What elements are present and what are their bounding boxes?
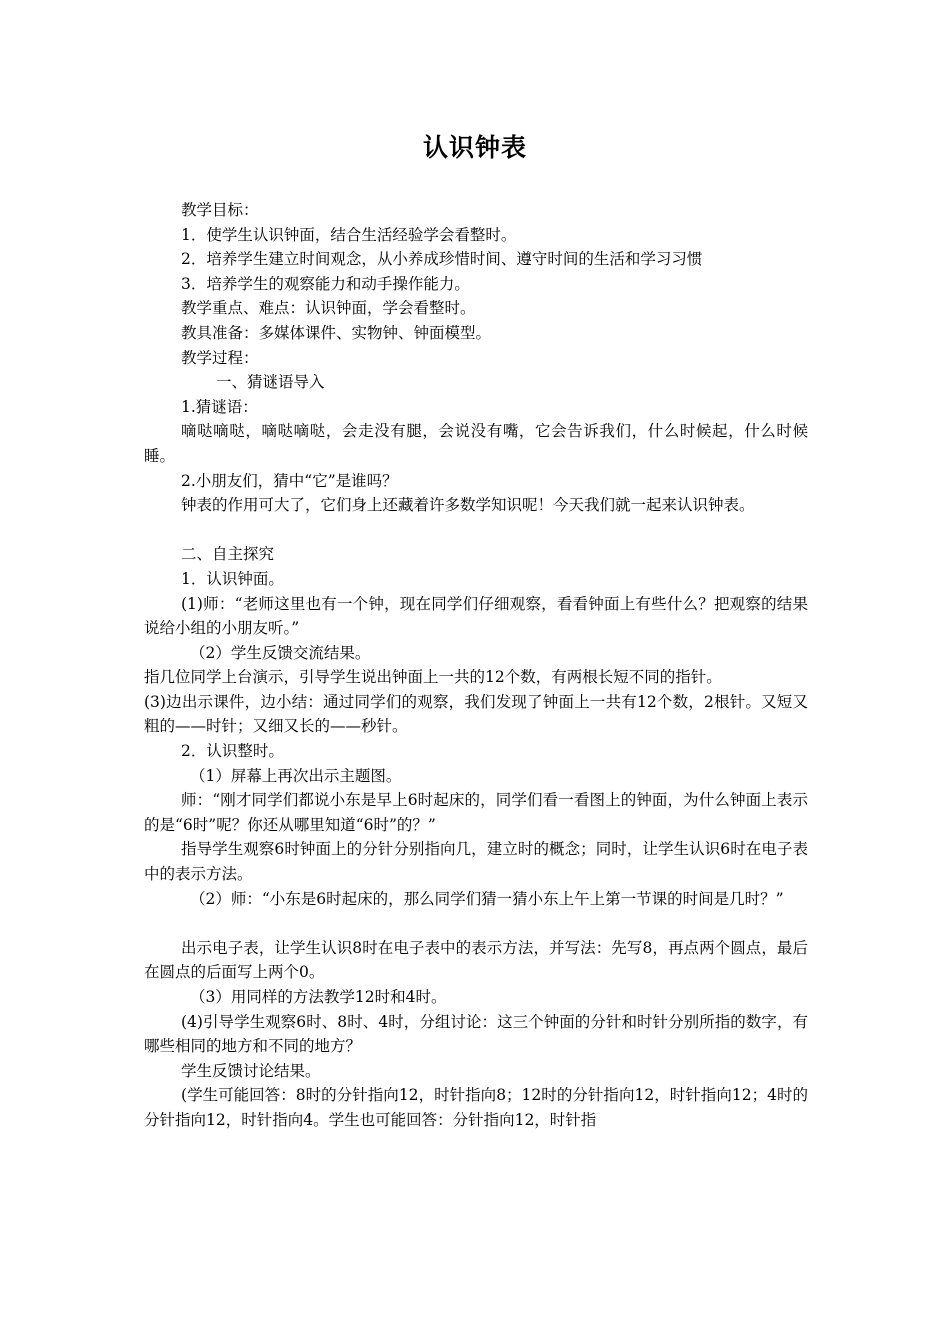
section-heading-2: 二、自主探究 bbox=[181, 545, 275, 564]
blank-line bbox=[144, 518, 808, 543]
document-body bbox=[144, 198, 808, 1133]
section-label-objectives: 教学目标： bbox=[181, 201, 259, 219]
riddle-text: 嘀哒嘀哒，嘀哒嘀哒，会走没有腿，会说没有嘴，它会告诉我们，什么时候起，什么时候睡。 bbox=[144, 422, 808, 465]
section-label-process: 教学过程： bbox=[181, 348, 259, 367]
teaching-aids: 教具准备：多媒体课件、实物钟、钟面模型。 bbox=[181, 323, 492, 342]
student-feedback-2: 学生反馈讨论结果。 bbox=[181, 1061, 321, 1080]
riddle-label: 1.猜谜语： bbox=[181, 397, 258, 416]
document-title: 认识钟表 bbox=[422, 133, 527, 162]
possible-answers: (学生可能回答：8时的分针指向12，时针指向8；12时的分针指向12，时针指向12；4时的分针指向12，时针指向4。学生也可能回答：分针指向12，时针指 bbox=[144, 1086, 808, 1129]
demo-paragraph: 指几位同学上台演示，引导学生说出钟面上一共的12个数，有两根长短不同的指针。 bbox=[144, 668, 722, 687]
blank-line bbox=[144, 911, 808, 936]
digital-clock-paragraph: 出示电子表，让学生认识8时在电子表中的表示方法，并写法：先写8，再点两个圆点，最后在圆点的后面写上两个0。 bbox=[144, 938, 808, 982]
section-heading-1: 一、猜谜语导入 bbox=[216, 373, 325, 392]
teacher-prompt-1: (1)师：“老师这里也有一个钟，现在同学们仔细观察，看看钟面上有些什么？把观察的结果说给小组的小朋友听。” bbox=[144, 594, 808, 638]
objective-1: 1．使学生认识钟面，结合生活经验学会看整时。 bbox=[181, 225, 517, 244]
discussion-paragraph: (4)引导学生观察6时、8时、4时，分组讨论：这三个钟面的分针和时针分别所指的数字，有哪些相同的地方和不同的地方？ bbox=[144, 1012, 808, 1056]
summary-paragraph: (3)边出示课件，边小结：通过同学们的观察，我们发现了钟面上一共有12个数，2根针。又短又粗的——时针；又细又长的——秒针。 bbox=[144, 692, 808, 736]
subsection-clock-face: 1．认识钟面。 bbox=[181, 569, 284, 588]
objective-3: 3．培养学生的观察能力和动手操作能力。 bbox=[181, 274, 470, 293]
step-same-method: （3）用同样的方法教学12时和4时。 bbox=[190, 988, 447, 1006]
subsection-whole-hour: 2．认识整时。 bbox=[181, 742, 284, 761]
key-points: 教学重点、难点：认识钟面，学会看整时。 bbox=[181, 299, 476, 318]
teacher-prompt-2: 师：“刚才同学们都说小东是早上6时起床的，同学们看一看图上的钟面，为什么钟面上表示的是“6时”呢？你还从哪里知道“6时”的？” bbox=[144, 791, 808, 834]
teacher-prompt-3: （2）师：“小东是6时起床的，那么同学们猜一猜小东上午上第一节课的时间是几时？” bbox=[190, 889, 784, 908]
step-show-image: （1）屏幕上再次出示主题图。 bbox=[190, 766, 402, 785]
guide-paragraph: 指导学生观察6时钟面上的分针分别指向几，建立时的概念；同时，让学生认识6时在电子表中的表示方法。 bbox=[144, 840, 808, 884]
student-feedback-1: （2）学生反馈交流结果。 bbox=[190, 643, 371, 662]
intro-paragraph: 钟表的作用可大了，它们身上还藏着许多数学知识呢！今天我们就一起来认识钟表。 bbox=[181, 496, 755, 515]
objective-2: 2．培养学生建立时间观念，从小养成珍惜时间、遵守时间的生活和学习习惯 bbox=[181, 250, 703, 269]
riddle-question: 2.小朋友们，猜中“它”是谁吗？ bbox=[181, 471, 398, 490]
